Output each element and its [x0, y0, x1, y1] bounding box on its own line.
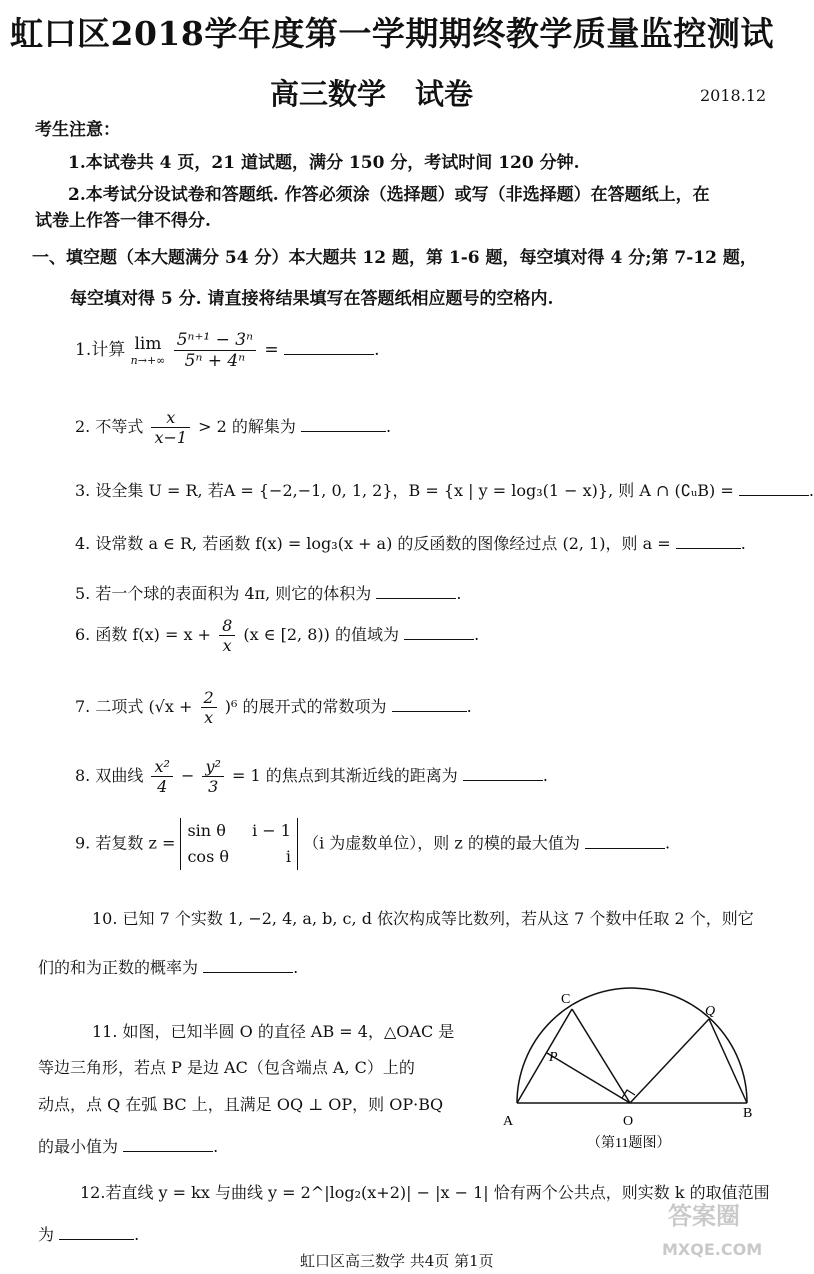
q5-text: 5. 若一个球的表面积为 4π, 则它的体积为	[75, 584, 372, 603]
q8-denominator-2: 3	[208, 777, 219, 796]
question-8: 8. 双曲线 $\frac{\text{x²}}{4}$ − $\frac{\text{y²}}{3}$ = 1 的焦点到其渐近线的距离为 .	[75, 757, 548, 796]
q8-prefix: 8. 双曲线	[75, 766, 144, 785]
q9-a22: i	[285, 847, 291, 866]
q12-answer-blank	[59, 1223, 134, 1240]
label-a: A	[503, 1114, 514, 1129]
section-1-line-2: 每空填对得 5 分. 请直接将结果填写在答题纸相应题号的空格内.	[70, 289, 554, 309]
question-3: 3. 设全集 U = R, 若A = {−2,−1, 0, 1, 2}，B = {x | y = log₃(1 − x)}, 则 A ∩ (∁ᵤB) = .	[75, 481, 814, 500]
watermark-url: MXQE.COM	[662, 1240, 763, 1259]
q6-denominator: x	[222, 636, 232, 655]
q9-prefix: 9. 若复数 z =	[75, 833, 176, 853]
q10-line-2-text: 们的和为正数的概率为	[38, 958, 199, 977]
segment-oq	[630, 1019, 709, 1103]
q9-a21: cos θ	[187, 847, 229, 866]
q1-answer-blank	[284, 338, 374, 355]
q2-answer-blank	[301, 415, 386, 432]
q9-a11: sin θ	[187, 821, 226, 840]
q6-numerator: 8	[219, 616, 235, 636]
q3-answer-blank	[739, 479, 809, 496]
label-q: Q	[705, 1004, 716, 1019]
question-12-line-1: 12.若直线 y = kx 与曲线 y = 2^|log₂(x+2)| − |x − 1| 恰有两个公共点，则实数 k 的取值范围	[80, 1183, 770, 1202]
q9-answer-blank	[585, 832, 665, 849]
section-1-line-1: 一、填空题（本大题满分 54 分）本大题共 12 题，第 1-6 题，每空填对得 4 分;第 7-12 题，	[32, 248, 757, 268]
page-footer: 虹口区高三数学 共4页 第1页	[300, 1252, 494, 1270]
q1-denominator: 5ⁿ + 4ⁿ	[184, 351, 246, 371]
q8-suffix: = 1 的焦点到其渐近线的距离为	[232, 766, 458, 785]
question-11-line-2: 等边三角形，若点 P 是边 AC（包含端点 A, C）上的	[38, 1058, 415, 1077]
q2-denominator: x−1	[154, 428, 188, 447]
question-4: 4. 设常数 a ∈ R, 若函数 f(x) = log₃(x + a) 的反函数的图像经过点 (2, 1)，则 a = .	[75, 534, 746, 553]
exam-subtitle: 高三数学 试卷	[270, 77, 474, 111]
q1-numerator: 5ⁿ⁺¹ − 3ⁿ	[174, 330, 256, 351]
q11-line-4-text: 的最小值为	[38, 1137, 119, 1156]
q8-minus: −	[180, 766, 195, 785]
right-angle-mark	[622, 1090, 635, 1098]
segment-ac	[517, 1009, 572, 1103]
label-o: O	[623, 1114, 634, 1129]
q10-answer-blank	[203, 956, 293, 973]
question-2: 2. 不等式 $\frac{x}{x-1}$ > 2 的解集为 .	[75, 408, 392, 447]
q7-numerator: 2	[201, 688, 217, 708]
segment-co	[572, 1009, 630, 1103]
question-11-line-3: 动点，点 Q 在弧 BC 上，且满足 OQ ⊥ OP，则 OP·BQ	[38, 1095, 444, 1114]
q6-suffix: (x ∈ [2, 8)) 的值域为	[243, 625, 399, 644]
q8-numerator-1: x²	[151, 757, 172, 777]
q1-lim-under: n→+∞	[130, 354, 166, 367]
exam-date: 2018.12	[700, 86, 767, 105]
question-5: 5. 若一个球的表面积为 4π, 则它的体积为 .	[75, 584, 462, 603]
question-11-figure	[495, 985, 775, 1155]
notice-item-2-line-2: 试卷上作答一律不得分.	[35, 211, 211, 231]
question-10-line-2: 们的和为正数的概率为 .	[38, 958, 299, 977]
notice-item-1: 1.本试卷共 4 页，21 道试题，满分 150 分，考试时间 120 分钟.	[68, 153, 580, 173]
q7-prefix: 7. 二项式 (√x +	[75, 697, 193, 716]
q7-suffix: )⁶ 的展开式的常数项为	[224, 697, 387, 716]
q9-determinant	[180, 818, 298, 870]
q2-numerator: x	[151, 408, 190, 428]
q1-equals: =	[264, 340, 279, 360]
q12-line-2-text: 为	[38, 1225, 55, 1244]
label-p: P	[549, 1050, 558, 1065]
segment-op	[547, 1053, 630, 1103]
q5-answer-blank	[376, 582, 456, 599]
question-11-line-4: 的最小值为 .	[38, 1137, 219, 1156]
q6-prefix: 6. 函数 f(x) = x +	[75, 625, 211, 644]
question-10-line-1: 10. 已知 7 个实数 1, −2, 4, a, b, c, d 依次构成等比数列，若从这 7 个数中任取 2 个，则它	[92, 909, 754, 928]
question-6: 6. 函数 f(x) = x + $\frac{8}{x}$ (x ∈ [2, 8)) 的值域为 .	[75, 616, 480, 655]
label-c: C	[561, 992, 571, 1007]
q6-answer-blank	[404, 623, 474, 640]
q9-a12: i − 1	[252, 821, 291, 840]
question-12-line-2: 为 .	[38, 1225, 140, 1244]
exam-title: 虹口区2018学年度第一学期期终教学质量监控测试	[10, 14, 774, 53]
q11-answer-blank	[123, 1135, 213, 1152]
question-7: 7. 二项式 (√x + $\frac{2}{x}$ )⁶ 的展开式的常数项为 .	[75, 688, 472, 727]
q4-answer-blank	[676, 532, 741, 549]
segment-qb	[709, 1019, 747, 1103]
q1-prefix: 1.计算	[75, 340, 126, 360]
q2-prefix: 2. 不等式	[75, 417, 144, 436]
notice-heading: 考生注意：	[35, 120, 120, 140]
q8-answer-blank	[463, 764, 543, 781]
q4-text: 4. 设常数 a ∈ R, 若函数 f(x) = log₃(x + a) 的反函数的图像经过点 (2, 1)，则 a =	[75, 534, 671, 553]
q9-suffix: （i 为虚数单位），则 z 的模的最大值为	[303, 833, 580, 853]
question-11-line-1: 11. 如图，已知半圆 O 的直径 AB = 4，△OAC 是	[92, 1022, 455, 1041]
q2-suffix: > 2 的解集为	[198, 417, 296, 436]
question-1: 1.计算 lim n→+∞ $\frac{\text{5ⁿ⁺¹ − 3ⁿ}}{\text{5ⁿ + 4ⁿ}}$ = .	[75, 330, 380, 371]
figure-caption: （第11题图）	[587, 1136, 671, 1151]
q8-denominator-1: 4	[157, 777, 168, 796]
q8-numerator-2: y²	[202, 757, 223, 777]
q3-text: 3. 设全集 U = R, 若A = {−2,−1, 0, 1, 2}，B = {x | y = log₃(1 − x)}, 则 A ∩ (∁ᵤB) =	[75, 481, 734, 500]
q7-denominator: x	[204, 708, 214, 727]
label-b: B	[743, 1106, 753, 1121]
question-9: 9. 若复数 z = sin θ cos θ i − 1 i （i 为虚数单位），则 z 的模的最大值为 .	[75, 818, 670, 870]
notice-item-2-line-1: 2.本考试分设试卷和答题纸. 作答必须涂（选择题）或写（非选择题）在答题纸上，在	[68, 185, 710, 205]
q1-lim: lim	[134, 334, 162, 354]
q7-answer-blank	[392, 695, 467, 712]
watermark-logo: 答案圈	[668, 1202, 740, 1230]
